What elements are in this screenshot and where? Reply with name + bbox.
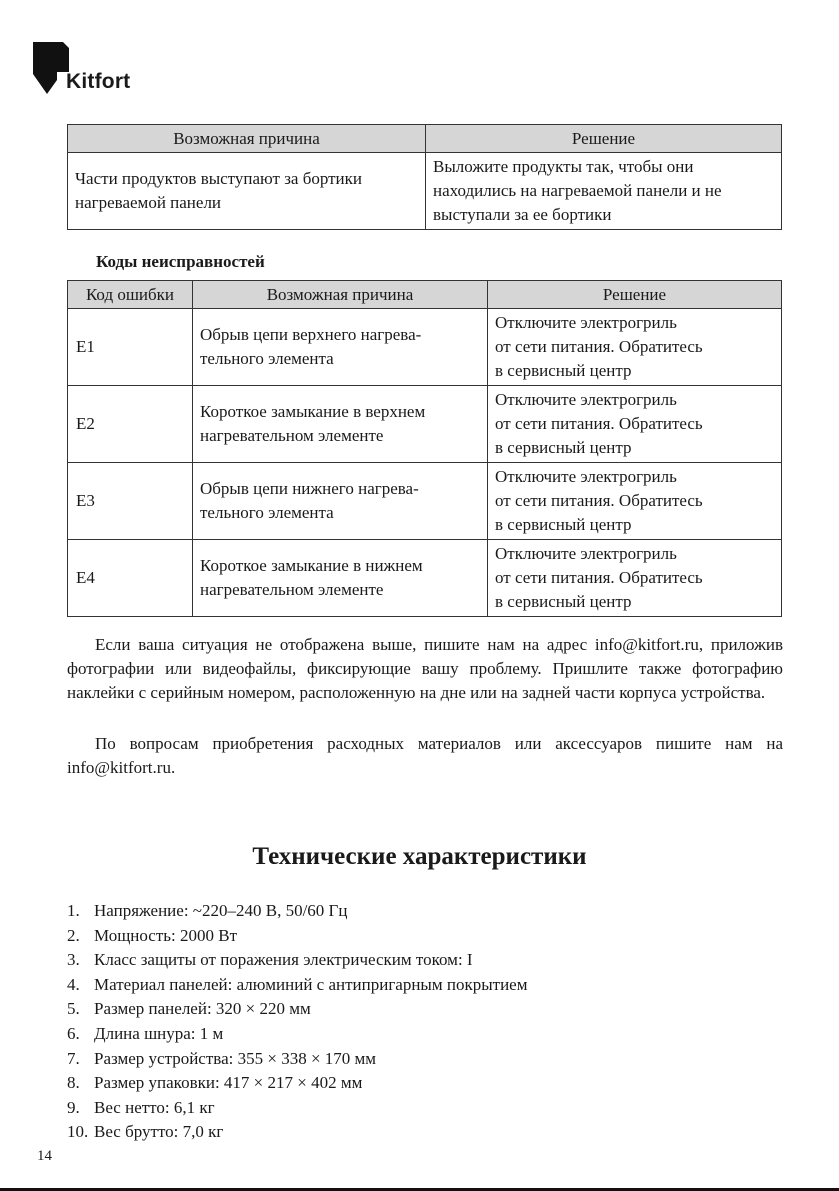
error-codes-heading: Коды неисправностей bbox=[96, 252, 265, 271]
list-item: 2. Мощность: 2000 Вт bbox=[67, 925, 238, 945]
page-number: 14 bbox=[37, 1148, 52, 1164]
causes-table bbox=[67, 124, 782, 230]
error-code: E2 bbox=[68, 386, 193, 463]
table-row bbox=[68, 309, 782, 386]
list-item: 1. Напряжение: ~220–240 В, 50/60 Гц bbox=[67, 901, 348, 920]
solution-cell: Выложите продукты так, чтобы они находились на нагреваемой панели и не выступали за ее бортики bbox=[426, 153, 782, 230]
contact-paragraph: Если ваша ситуация не отображена выше, пишите нам на адрес info@kitfort.ru, приложив фотографии или видеофайлы, фиксирующие вашу проблему. Пришлите также фотографию наклейки с серийным номером, расположенную на дне или на задней части корпуса устройства. bbox=[67, 635, 783, 702]
error-code: E3 bbox=[68, 463, 193, 540]
solution-cell: Отключите электрогриль от сети питания. Обратитесь в сервисный центр bbox=[488, 386, 782, 463]
list-item: 9. Вес нетто: 6,1 кг bbox=[67, 1097, 215, 1117]
header-solution: Решение bbox=[488, 281, 782, 309]
error-code: E1 bbox=[68, 309, 193, 386]
brand-logo bbox=[33, 42, 143, 94]
cause-cell: Короткое замыкание в верхнем нагревательном элементе bbox=[193, 386, 488, 463]
header-code: Код ошибки bbox=[68, 281, 193, 309]
specs-title: Технические характеристики bbox=[252, 843, 587, 870]
list-item: 10. Вес брутто: 7,0 кг bbox=[67, 1122, 224, 1142]
accessories-paragraph: По вопросам приобретения расходных материалов или аксессуаров пишите нам на info@kitfort.ru. bbox=[67, 734, 783, 777]
error-code: E4 bbox=[68, 540, 193, 617]
header-cause: Возможная причина bbox=[68, 125, 426, 153]
list-item: 5. Размер панелей: 320 × 220 мм bbox=[67, 999, 311, 1019]
cause-cell: Обрыв цепи нижнего нагрева- тельного элемента bbox=[193, 463, 488, 540]
table-row bbox=[68, 463, 782, 540]
cause-cell: Короткое замыкание в нижнем нагревательном элементе bbox=[193, 540, 488, 617]
table-row bbox=[68, 540, 782, 617]
solution-cell: Отключите электрогриль от сети питания. Обратитесь в сервисный центр bbox=[488, 463, 782, 540]
table-row bbox=[68, 386, 782, 463]
header-solution: Решение bbox=[426, 125, 782, 153]
header-cause: Возможная причина bbox=[193, 281, 488, 309]
solution-cell: Отключите электрогриль от сети питания. Обратитесь в сервисный центр bbox=[488, 540, 782, 617]
solution-cell: Отключите электрогриль от сети питания. Обратитесь в сервисный центр bbox=[488, 309, 782, 386]
list-item: 8. Размер упаковки: 417 × 217 × 402 мм bbox=[67, 1073, 363, 1093]
list-item: 7. Размер устройства: 355 × 338 × 170 мм bbox=[67, 1048, 377, 1068]
specs-list bbox=[67, 899, 527, 1145]
kitfort-logo-icon bbox=[33, 42, 69, 94]
list-item: 3. Класс защиты от поражения электрическим током: I bbox=[67, 950, 473, 970]
list-item: 6. Длина шнура: 1 м bbox=[67, 1023, 224, 1043]
brand-name: Kitfort bbox=[66, 70, 131, 93]
cause-cell: Обрыв цепи верхнего нагрева- тельного элемента bbox=[193, 309, 488, 386]
cause-cell: Части продуктов выступают за бортики нагреваемой панели bbox=[68, 153, 426, 230]
error-codes-table bbox=[67, 280, 782, 617]
table-row bbox=[68, 153, 782, 230]
list-item: 4. Материал панелей: алюминий с антипригарным покрытием bbox=[67, 974, 528, 994]
